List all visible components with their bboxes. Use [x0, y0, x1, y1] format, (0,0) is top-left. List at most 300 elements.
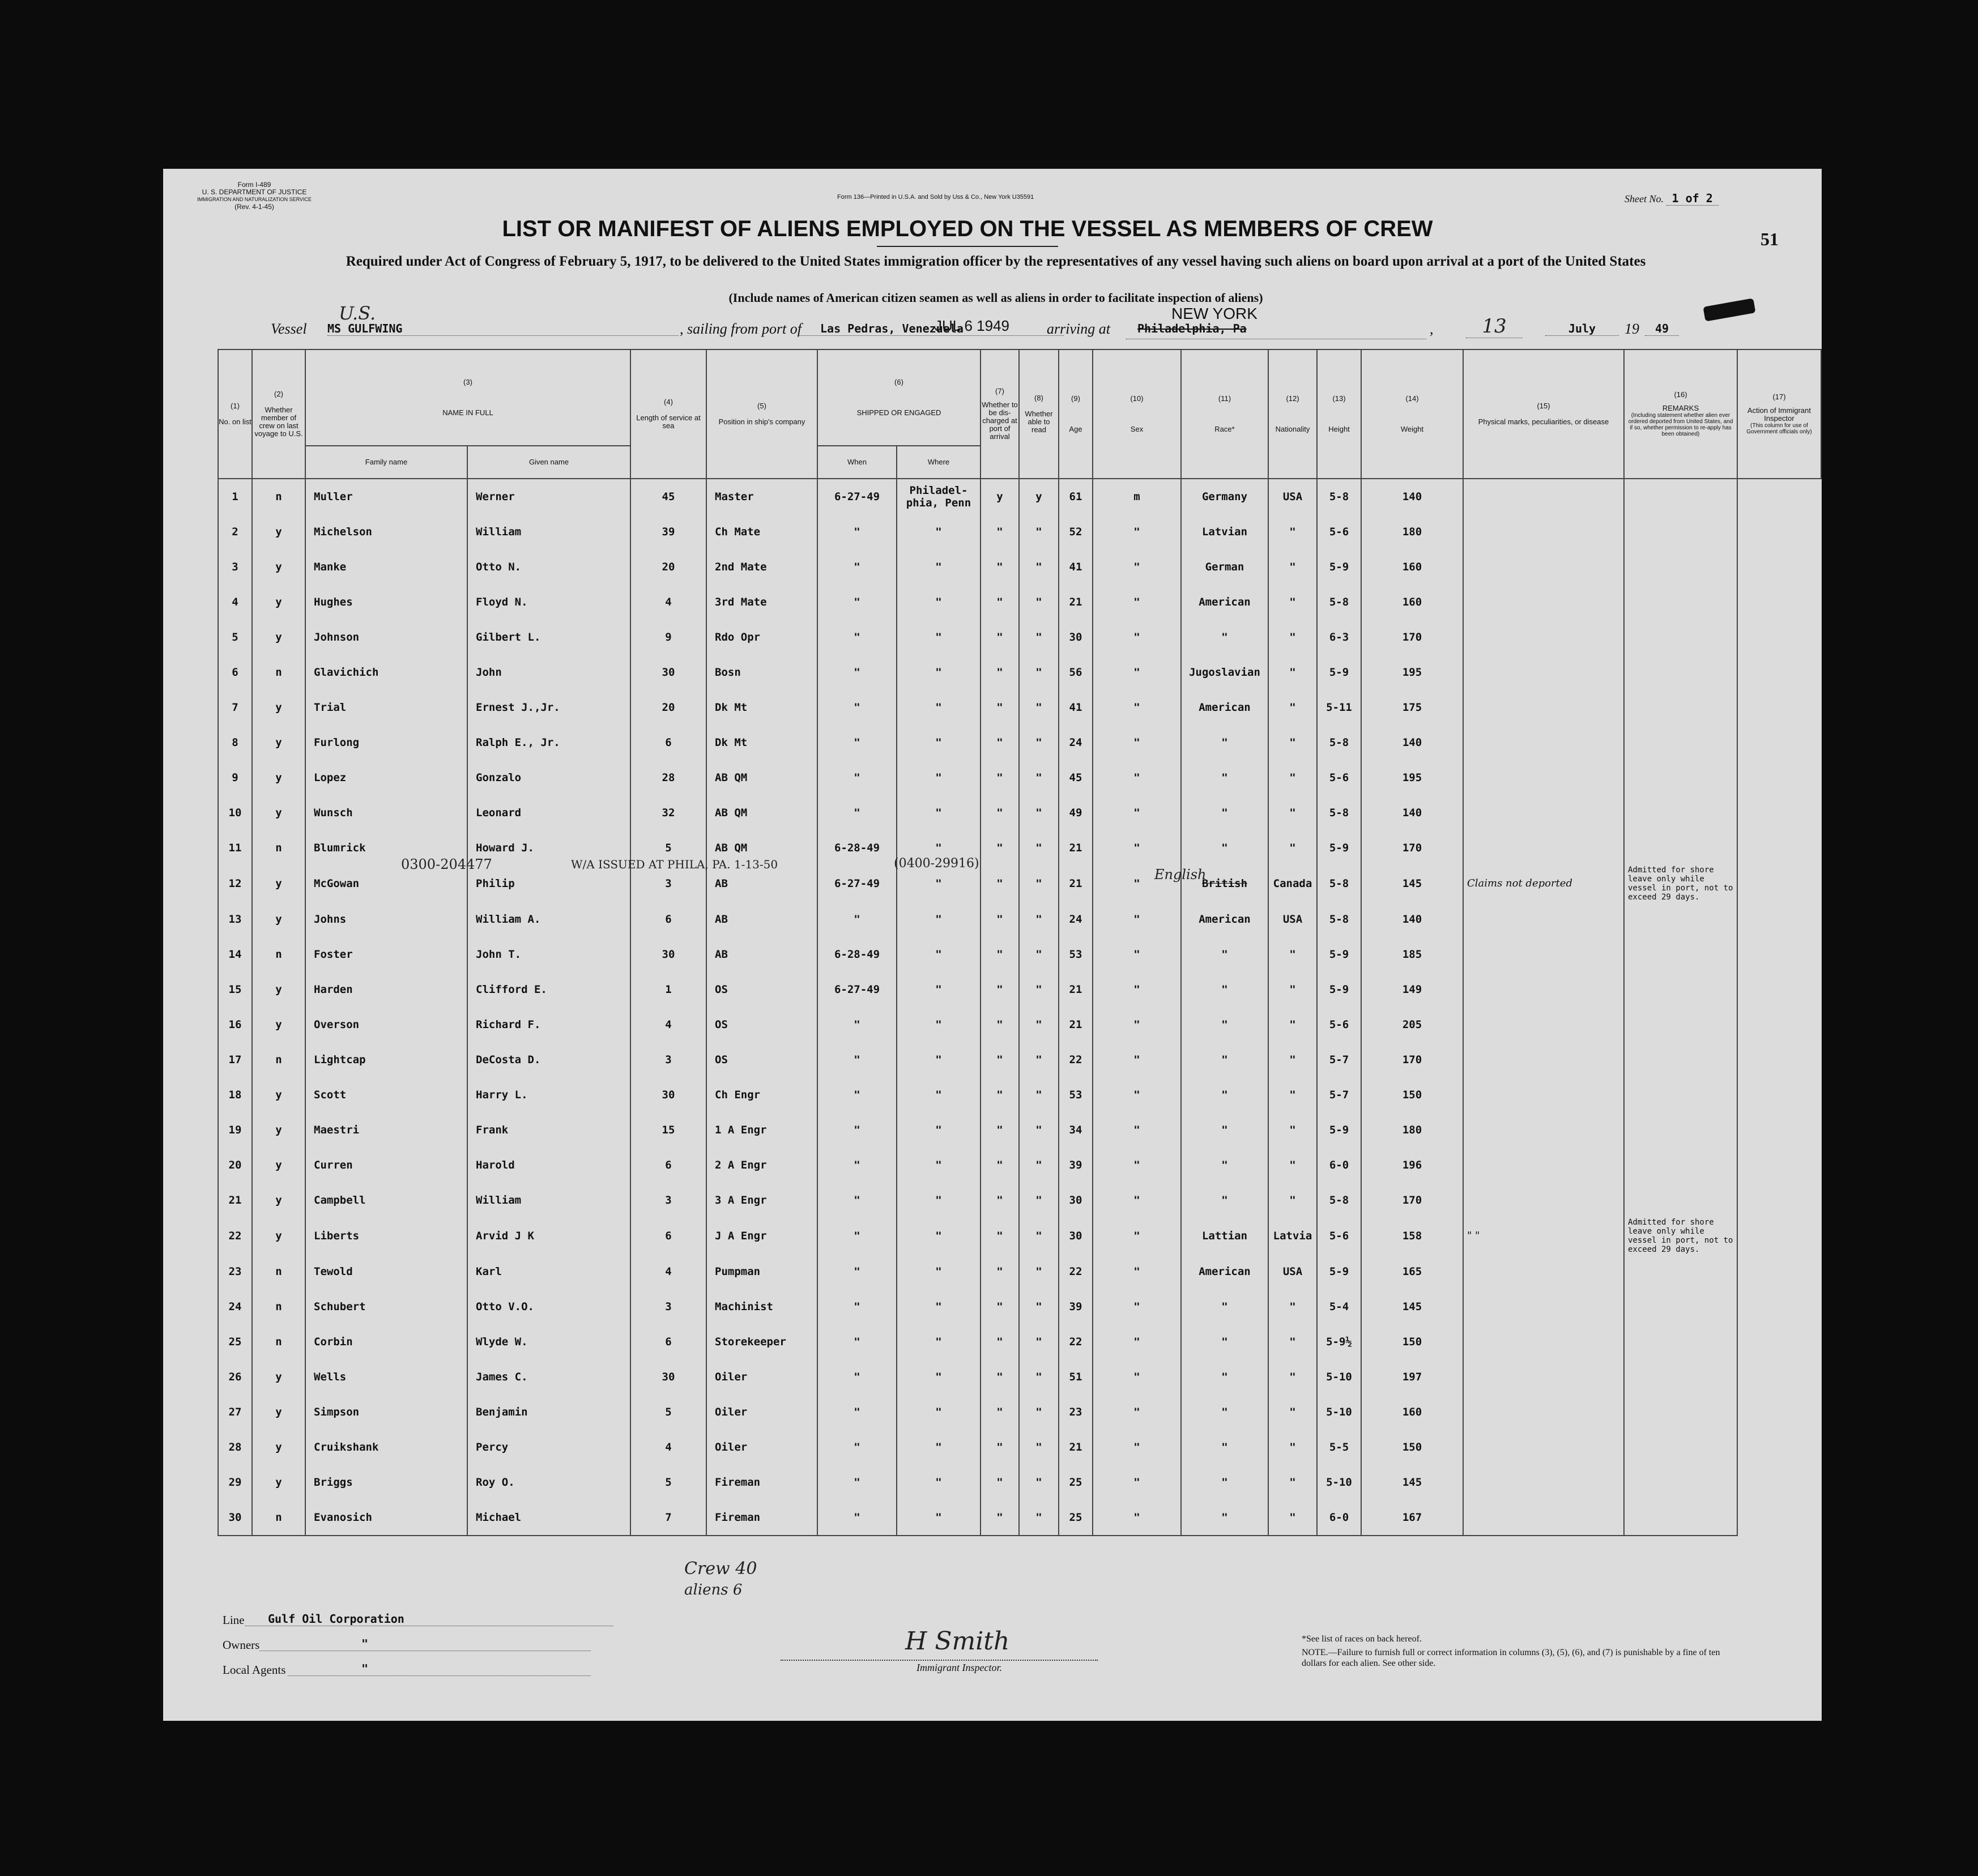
- cell-age: 22: [1059, 1042, 1093, 1077]
- cell-service-years: 20: [630, 690, 706, 725]
- cell-sex: ": [1093, 725, 1181, 760]
- cell-position: AB QM: [706, 795, 817, 830]
- cell-shipped-when: 6-27-49: [817, 972, 897, 1007]
- cell-age: 25: [1059, 1465, 1093, 1500]
- vessel-name: MS GULFWING: [327, 322, 679, 336]
- arrival-port-field: [1126, 322, 1426, 339]
- cell-sex: ": [1093, 1077, 1181, 1112]
- cell-shipped-where: ": [897, 972, 981, 1007]
- cell-race: ": [1181, 1430, 1268, 1465]
- cell-position: AB: [706, 902, 817, 937]
- col-sublabel: (This column for use of Government officials only): [1746, 423, 1812, 435]
- cell-nationality: ": [1268, 795, 1317, 830]
- cell-able-to-read: ": [1019, 1289, 1059, 1324]
- col-label: Action of Immigrant Inspector: [1747, 406, 1811, 423]
- cell-physical-marks: [1463, 1500, 1624, 1536]
- col-header-no: [218, 349, 252, 479]
- printer-note: Form 136—Printed in U.S.A. and Sold by Uss & Co., New York U35591: [837, 194, 1034, 201]
- cell-remarks: [1624, 1500, 1737, 1536]
- cell-row-number: 14: [218, 937, 252, 972]
- col-header-prev-voyage: [252, 349, 305, 479]
- cell-shipped-when: ": [817, 620, 897, 655]
- cell-row-number: 11: [218, 830, 252, 865]
- table-row: [218, 760, 1821, 795]
- col-label: Height: [1328, 425, 1350, 433]
- cell-prev-voyage: y: [252, 620, 305, 655]
- cell-nationality: ": [1268, 585, 1317, 620]
- cell-race: ": [1181, 1289, 1268, 1324]
- cell-position: 1 A Engr: [706, 1112, 817, 1148]
- cell-shipped-when: ": [817, 1359, 897, 1395]
- cell-physical-marks: [1463, 1042, 1624, 1077]
- cell-race: American: [1181, 902, 1268, 937]
- cell-race: American: [1181, 585, 1268, 620]
- cell-family-name: Blumrick: [305, 830, 467, 865]
- cell-nationality: ": [1268, 690, 1317, 725]
- cell-weight: 170: [1361, 830, 1463, 865]
- col-num: (8): [1034, 394, 1043, 402]
- cell-physical-marks: [1463, 972, 1624, 1007]
- cell-given-name: Otto V.O.: [467, 1289, 630, 1324]
- col-num: (13): [1332, 394, 1346, 403]
- col-header-sex: [1093, 349, 1181, 479]
- cell-row-number: 22: [218, 1218, 252, 1254]
- cell-family-name: Maestri: [305, 1112, 467, 1148]
- cell-shipped-when: ": [817, 1112, 897, 1148]
- cell-age: 21: [1059, 1430, 1093, 1465]
- table-row: [218, 690, 1821, 725]
- cell-age: 21: [1059, 1007, 1093, 1042]
- cell-weight: 180: [1361, 514, 1463, 549]
- cell-prev-voyage: n: [252, 830, 305, 865]
- cell-prev-voyage: y: [252, 1077, 305, 1112]
- cell-age: 21: [1059, 972, 1093, 1007]
- cell-given-name: Leonard: [467, 795, 630, 830]
- cell-given-name: Floyd N.: [467, 585, 630, 620]
- cell-weight: 195: [1361, 760, 1463, 795]
- cell-able-to-read: ": [1019, 549, 1059, 585]
- col-header-shipped: [817, 349, 981, 446]
- col-num: (16): [1674, 390, 1687, 399]
- cell-discharged: ": [981, 690, 1019, 725]
- cell-nationality: Latvia: [1268, 1218, 1317, 1254]
- cell-shipped-where: ": [897, 1289, 981, 1324]
- cell-age: 22: [1059, 1254, 1093, 1289]
- cell-given-name: Michael: [467, 1500, 630, 1536]
- cell-remarks: [1624, 972, 1737, 1007]
- cell-nationality: ": [1268, 1324, 1317, 1359]
- cell-shipped-where: ": [897, 655, 981, 690]
- cell-remarks: [1624, 1289, 1737, 1324]
- cell-sex: ": [1093, 1465, 1181, 1500]
- cell-weight: 167: [1361, 1500, 1463, 1536]
- cell-sex: ": [1093, 655, 1181, 690]
- col-num: (12): [1286, 394, 1299, 403]
- cell-able-to-read: ": [1019, 620, 1059, 655]
- cell-age: 49: [1059, 795, 1093, 830]
- cell-given-name: Clifford E.: [467, 972, 630, 1007]
- col-num: (9): [1071, 394, 1080, 403]
- cell-service-years: 3: [630, 1042, 706, 1077]
- cell-family-name: Cruikshank: [305, 1430, 467, 1465]
- cell-shipped-where: ": [897, 1148, 981, 1183]
- col-label: REMARKS: [1662, 404, 1699, 412]
- cell-remarks: Admitted for shore leave only while vessel in port, not to exceed 29 days.: [1624, 1218, 1737, 1254]
- col-label: Whether to be dis-charged at port of arrival: [982, 400, 1018, 441]
- col-label: Nationality: [1275, 425, 1310, 433]
- cell-remarks: [1624, 1183, 1737, 1218]
- cell-nationality: ": [1268, 1183, 1317, 1218]
- cell-row-number: 19: [218, 1112, 252, 1148]
- cell-prev-voyage: y: [252, 585, 305, 620]
- cell-prev-voyage: y: [252, 725, 305, 760]
- cell-discharged: ": [981, 865, 1019, 902]
- cell-height: 6-0: [1317, 1500, 1361, 1536]
- cell-height: 5-10: [1317, 1359, 1361, 1395]
- cell-race: ": [1181, 795, 1268, 830]
- arrival-day: 13: [1466, 315, 1523, 338]
- cell-able-to-read: ": [1019, 830, 1059, 865]
- cell-nationality: ": [1268, 1465, 1317, 1500]
- col-num: (6): [894, 378, 903, 386]
- cell-position: AB QM: [706, 830, 817, 865]
- table-row: [218, 1218, 1821, 1254]
- cell-able-to-read: ": [1019, 1254, 1059, 1289]
- cell-remarks: [1624, 1077, 1737, 1112]
- cell-row-number: 28: [218, 1430, 252, 1465]
- cell-nationality: ": [1268, 1500, 1317, 1536]
- cell-position: Oiler: [706, 1359, 817, 1395]
- cell-service-years: 6: [630, 1324, 706, 1359]
- cell-sex: ": [1093, 620, 1181, 655]
- cell-given-name: John: [467, 655, 630, 690]
- cell-given-name: Harry L.: [467, 1077, 630, 1112]
- cell-row-number: 30: [218, 1500, 252, 1536]
- cell-able-to-read: ": [1019, 972, 1059, 1007]
- row11-note-right: (0400-29916): [894, 856, 979, 871]
- cell-shipped-when: ": [817, 1183, 897, 1218]
- cell-row-number: 2: [218, 514, 252, 549]
- cell-given-name: Arvid J K: [467, 1218, 630, 1254]
- cell-able-to-read: y: [1019, 479, 1059, 514]
- cell-nationality: ": [1268, 760, 1317, 795]
- cell-physical-marks: [1463, 585, 1624, 620]
- cell-height: 5-7: [1317, 1042, 1361, 1077]
- cell-age: 34: [1059, 1112, 1093, 1148]
- col-label: NAME IN FULL: [442, 408, 493, 417]
- cell-height: 5-6: [1317, 760, 1361, 795]
- cell-discharged: ": [981, 1359, 1019, 1395]
- cell-row-number: 23: [218, 1254, 252, 1289]
- cell-shipped-where: ": [897, 830, 981, 865]
- cell-able-to-read: ": [1019, 1112, 1059, 1148]
- cell-shipped-when: ": [817, 795, 897, 830]
- cell-physical-marks: [1463, 830, 1624, 865]
- cell-able-to-read: ": [1019, 690, 1059, 725]
- cell-shipped-when: ": [817, 1148, 897, 1183]
- col-header-age: [1059, 349, 1093, 479]
- cell-discharged: ": [981, 1500, 1019, 1536]
- cell-position: Fireman: [706, 1500, 817, 1536]
- table-row: [218, 479, 1821, 514]
- cell-sex: ": [1093, 1007, 1181, 1042]
- cell-age: 22: [1059, 1324, 1093, 1359]
- cell-service-years: 20: [630, 549, 706, 585]
- cell-remarks: [1624, 1430, 1737, 1465]
- cell-weight: 150: [1361, 1324, 1463, 1359]
- row11-note-left: 0300-204477: [401, 856, 492, 872]
- cell-row-number: 21: [218, 1183, 252, 1218]
- cell-row-number: 18: [218, 1077, 252, 1112]
- cell-discharged: ": [981, 1395, 1019, 1430]
- cell-remarks: [1624, 1254, 1737, 1289]
- cell-row-number: 16: [218, 1007, 252, 1042]
- sheet-number: [1625, 191, 1719, 205]
- cell-shipped-when: 6-28-49: [817, 830, 897, 865]
- cell-given-name: Wlyde W.: [467, 1324, 630, 1359]
- cell-remarks: [1624, 1359, 1737, 1395]
- cell-weight: 165: [1361, 1254, 1463, 1289]
- arrival-port-struck: Philadelphia, Pa: [1137, 322, 1247, 335]
- cell-height: 5-9: [1317, 655, 1361, 690]
- cell-shipped-where: ": [897, 1218, 981, 1254]
- cell-position: 2 A Engr: [706, 1148, 817, 1183]
- cell-service-years: 30: [630, 1077, 706, 1112]
- cell-prev-voyage: y: [252, 690, 305, 725]
- col-header-position: [706, 349, 817, 479]
- cell-sex: ": [1093, 760, 1181, 795]
- cell-height: 5-6: [1317, 514, 1361, 549]
- table-row: [218, 1324, 1821, 1359]
- cell-sex: ": [1093, 549, 1181, 585]
- cell-age: 61: [1059, 479, 1093, 514]
- col-header-action: [1737, 349, 1821, 479]
- cell-race: ": [1181, 937, 1268, 972]
- cell-family-name: Hughes: [305, 585, 467, 620]
- cell-discharged: ": [981, 1112, 1019, 1148]
- cell-weight: 145: [1361, 865, 1463, 902]
- cell-prev-voyage: n: [252, 1500, 305, 1536]
- cell-able-to-read: ": [1019, 902, 1059, 937]
- cell-physical-marks: [1463, 1007, 1624, 1042]
- cell-sex: ": [1093, 830, 1181, 865]
- cell-family-name: Harden: [305, 972, 467, 1007]
- signature-line: [781, 1660, 1098, 1661]
- cell-shipped-when: ": [817, 902, 897, 937]
- col-header-race: [1181, 349, 1268, 479]
- cell-row-number: 10: [218, 795, 252, 830]
- cell-age: 30: [1059, 1183, 1093, 1218]
- col-label: Age: [1069, 425, 1082, 433]
- cell-service-years: 30: [630, 937, 706, 972]
- cell-position: Ch Engr: [706, 1077, 817, 1112]
- cell-family-name: Wunsch: [305, 795, 467, 830]
- cell-able-to-read: ": [1019, 1359, 1059, 1395]
- cell-service-years: 6: [630, 1148, 706, 1183]
- cell-physical-marks: " ": [1463, 1218, 1624, 1254]
- arrival-month: July: [1545, 322, 1619, 336]
- cell-remarks: [1624, 1465, 1737, 1500]
- cell-nationality: ": [1268, 1077, 1317, 1112]
- cell-row-number: 4: [218, 585, 252, 620]
- page-number: 51: [1760, 229, 1779, 249]
- cell-family-name: Campbell: [305, 1183, 467, 1218]
- cell-sex: ": [1093, 1112, 1181, 1148]
- cell-discharged: ": [981, 795, 1019, 830]
- cell-race: ": [1181, 1500, 1268, 1536]
- cell-given-name: Werner: [467, 479, 630, 514]
- table-row: [218, 1289, 1821, 1324]
- cell-prev-voyage: y: [252, 1395, 305, 1430]
- cell-given-name: Gonzalo: [467, 760, 630, 795]
- cell-position: Ch Mate: [706, 514, 817, 549]
- cell-position: Oiler: [706, 1395, 817, 1430]
- cell-shipped-where: Philadel-phia, Penn: [897, 479, 981, 514]
- cell-weight: 160: [1361, 585, 1463, 620]
- cell-nationality: ": [1268, 1430, 1317, 1465]
- table-row: [218, 1042, 1821, 1077]
- cell-age: 53: [1059, 937, 1093, 972]
- col-num: (7): [995, 387, 1004, 395]
- cell-given-name: Frank: [467, 1112, 630, 1148]
- cell-given-name: Ralph E., Jr.: [467, 725, 630, 760]
- cell-row-number: 6: [218, 655, 252, 690]
- crew-table: [218, 349, 1822, 1536]
- cell-discharged: ": [981, 1218, 1019, 1254]
- cell-family-name: Johns: [305, 902, 467, 937]
- cell-weight: 145: [1361, 1465, 1463, 1500]
- cell-remarks: [1624, 1042, 1737, 1077]
- cell-age: 39: [1059, 1289, 1093, 1324]
- cell-service-years: 5: [630, 1465, 706, 1500]
- cell-family-name: McGowan: [305, 865, 467, 902]
- cell-race: American: [1181, 690, 1268, 725]
- cell-service-years: 3: [630, 865, 706, 902]
- fine-note: NOTE.—Failure to furnish full or correct information in columns (3), (5), (6), and (7) is punishable by a fine of ten dollars for each alien. See other side.: [1302, 1648, 1720, 1668]
- cell-remarks: [1624, 585, 1737, 620]
- cell-height: 5-6: [1317, 1218, 1361, 1254]
- cell-discharged: ": [981, 655, 1019, 690]
- cell-remarks: [1624, 549, 1737, 585]
- owners-value: ": [259, 1637, 591, 1651]
- col-num: (15): [1537, 402, 1550, 410]
- cell-position: J A Engr: [706, 1218, 817, 1254]
- col-label: No. on list: [219, 417, 251, 426]
- cell-service-years: 5: [630, 1395, 706, 1430]
- cell-able-to-read: ": [1019, 514, 1059, 549]
- cell-shipped-where: ": [897, 585, 981, 620]
- cell-race: ": [1181, 620, 1268, 655]
- cell-given-name: James C.: [467, 1359, 630, 1395]
- cell-shipped-when: ": [817, 1077, 897, 1112]
- cell-able-to-read: ": [1019, 1007, 1059, 1042]
- cell-shipped-where: ": [897, 795, 981, 830]
- col-label: Sex: [1130, 425, 1144, 433]
- cell-prev-voyage: y: [252, 902, 305, 937]
- cell-physical-marks: [1463, 937, 1624, 972]
- cell-race: Germany: [1181, 479, 1268, 514]
- cell-sex: ": [1093, 865, 1181, 902]
- col-header-given-name: Given name: [467, 446, 630, 479]
- cell-age: 51: [1059, 1359, 1093, 1395]
- cell-row-number: 7: [218, 690, 252, 725]
- cell-family-name: Furlong: [305, 725, 467, 760]
- cell-prev-voyage: y: [252, 549, 305, 585]
- cell-family-name: Scott: [305, 1077, 467, 1112]
- cell-remarks: [1624, 620, 1737, 655]
- cell-age: 25: [1059, 1500, 1093, 1536]
- cell-discharged: ": [981, 725, 1019, 760]
- cell-able-to-read: ": [1019, 585, 1059, 620]
- cell-position: 3 A Engr: [706, 1183, 817, 1218]
- cell-service-years: 6: [630, 725, 706, 760]
- cell-row-number: 17: [218, 1042, 252, 1077]
- cell-race: ": [1181, 1148, 1268, 1183]
- cell-shipped-where: ": [897, 1042, 981, 1077]
- arriving-label: arriving at: [1047, 321, 1110, 337]
- col-num: (4): [664, 398, 673, 406]
- cell-discharged: ": [981, 937, 1019, 972]
- cell-family-name: Muller: [305, 479, 467, 514]
- cell-height: 5-7: [1317, 1077, 1361, 1112]
- col-num: (5): [757, 402, 766, 410]
- cell-age: 21: [1059, 585, 1093, 620]
- table-row: [218, 1112, 1821, 1148]
- cell-physical-marks: [1463, 549, 1624, 585]
- cell-sex: ": [1093, 1500, 1181, 1536]
- cell-race: ": [1181, 1007, 1268, 1042]
- table-row: [218, 1148, 1821, 1183]
- cell-prev-voyage: n: [252, 937, 305, 972]
- cell-family-name: Briggs: [305, 1465, 467, 1500]
- cell-physical-marks: [1463, 725, 1624, 760]
- cell-given-name: Richard F.: [467, 1007, 630, 1042]
- cell-age: 21: [1059, 865, 1093, 902]
- cell-position: OS: [706, 972, 817, 1007]
- cell-prev-voyage: y: [252, 1430, 305, 1465]
- cell-shipped-when: ": [817, 1324, 897, 1359]
- table-row: [218, 1465, 1821, 1500]
- cell-service-years: 4: [630, 1007, 706, 1042]
- aliens-count: aliens 6: [684, 1581, 743, 1598]
- cell-given-name: William: [467, 514, 630, 549]
- cell-family-name: Wells: [305, 1359, 467, 1395]
- cell-remarks: [1624, 479, 1737, 514]
- cell-remarks: [1624, 1324, 1737, 1359]
- cell-given-name: Roy O.: [467, 1465, 630, 1500]
- cell-height: 5-10: [1317, 1465, 1361, 1500]
- cell-discharged: ": [981, 1430, 1019, 1465]
- cell-shipped-when: ": [817, 1465, 897, 1500]
- cell-shipped-where: ": [897, 865, 981, 902]
- cell-able-to-read: ": [1019, 725, 1059, 760]
- col-header-when: When: [817, 446, 897, 479]
- cell-shipped-where: ": [897, 902, 981, 937]
- cell-weight: 158: [1361, 1218, 1463, 1254]
- cell-nationality: USA: [1268, 902, 1317, 937]
- cell-physical-marks: [1463, 1148, 1624, 1183]
- cell-weight: 185: [1361, 937, 1463, 972]
- cell-height: 5-9: [1317, 1254, 1361, 1289]
- cell-discharged: ": [981, 1148, 1019, 1183]
- cell-weight: 160: [1361, 1395, 1463, 1430]
- cell-discharged: ": [981, 1289, 1019, 1324]
- cell-remarks: [1624, 902, 1737, 937]
- cell-able-to-read: ": [1019, 1465, 1059, 1500]
- cell-height: 5-9: [1317, 972, 1361, 1007]
- cell-height: 5-9: [1317, 937, 1361, 972]
- cell-physical-marks: [1463, 902, 1624, 937]
